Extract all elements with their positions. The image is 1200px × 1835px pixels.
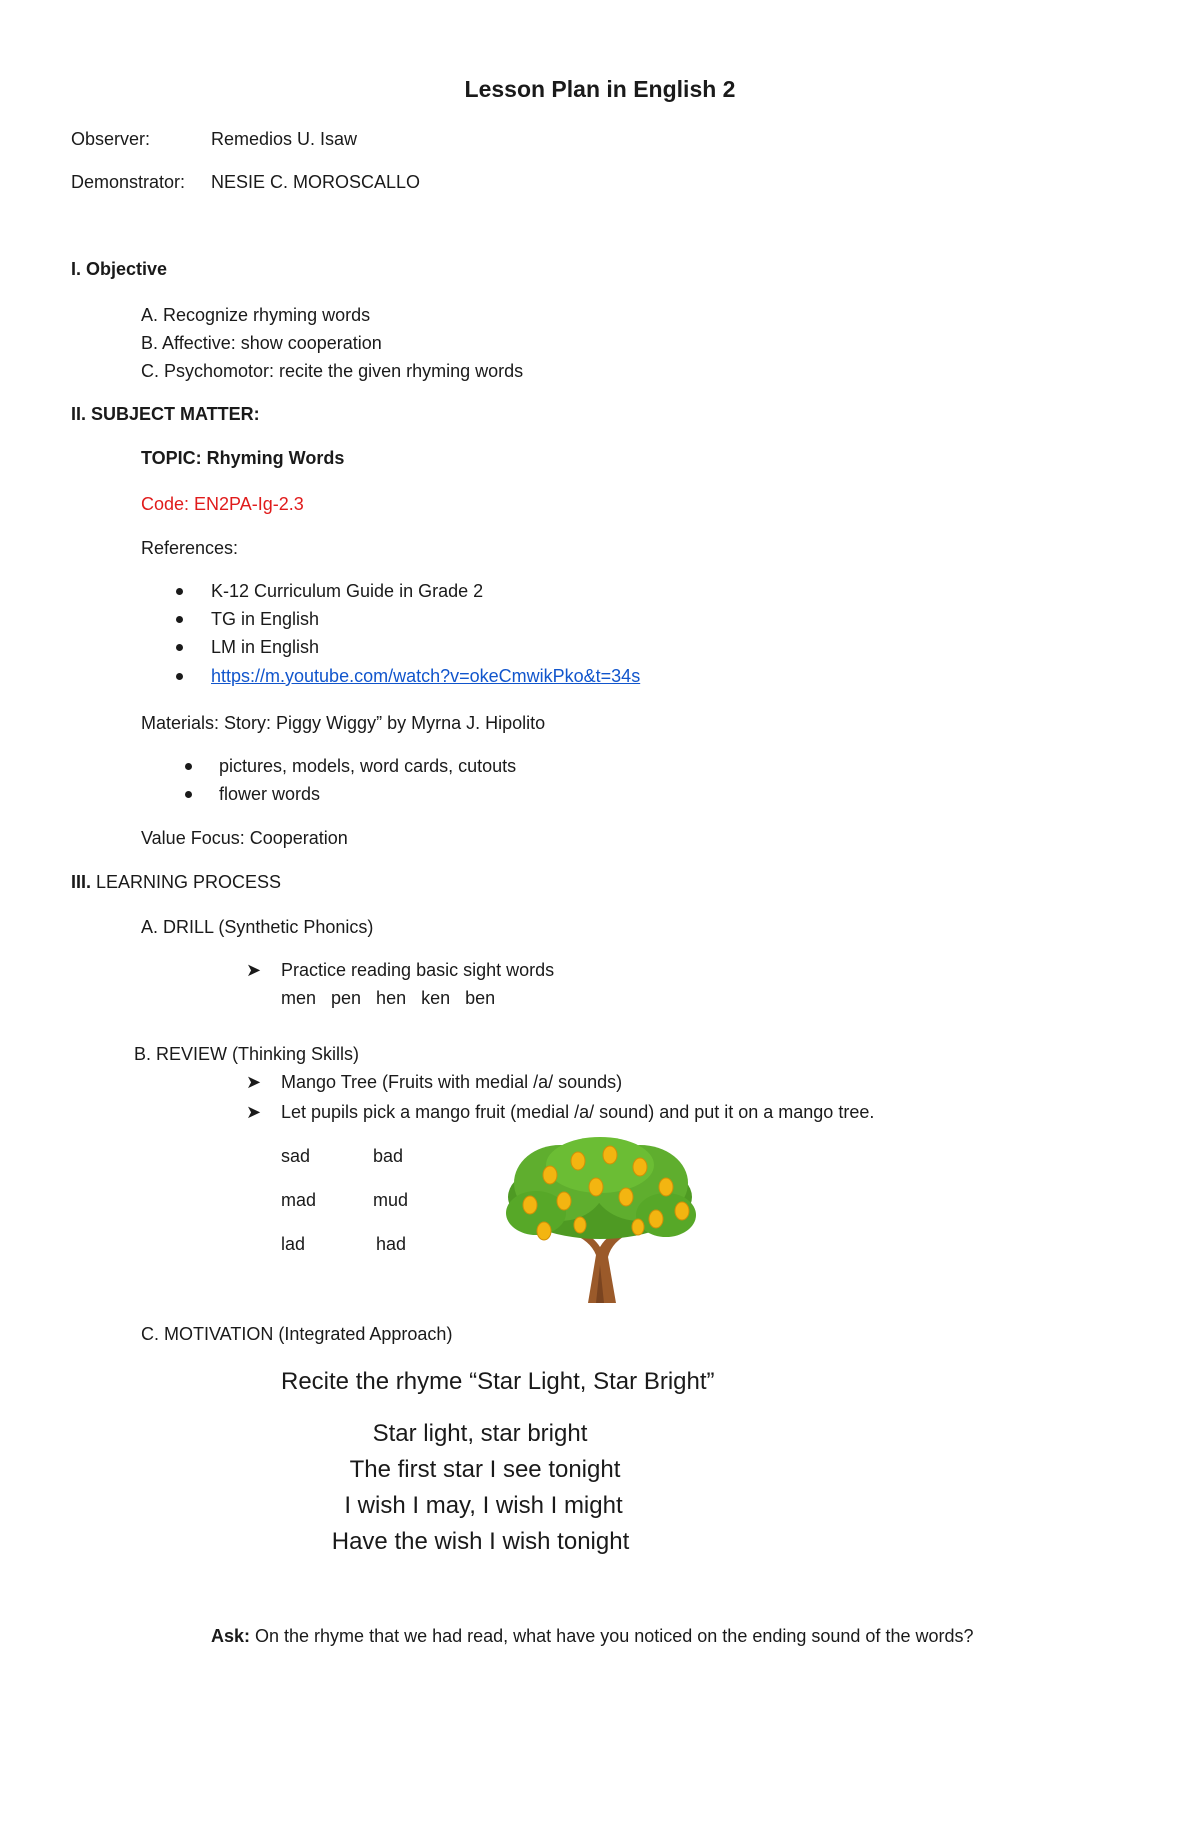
- review-word: mud: [373, 1190, 409, 1210]
- references-label: References:: [141, 538, 239, 558]
- drill-words: men pen hen ken ben: [281, 988, 496, 1008]
- learning-process-heading: [71, 871, 281, 893]
- bullet-icon: [185, 763, 192, 770]
- bullet-icon: [176, 616, 183, 623]
- review-item: Mango Tree (Fruits with medial /a/ sounds): [281, 1072, 623, 1092]
- ask-text: On the rhyme that we had read, what have you noticed on the ending sound of the words?: [250, 1626, 974, 1646]
- review-item: Let pupils pick a mango fruit (medial /a/ sound) and put it on a mango tree.: [281, 1102, 875, 1122]
- ask-label: Ask:: [211, 1626, 251, 1646]
- learning-process-number: III.: [71, 872, 92, 892]
- review-word: bad: [373, 1146, 404, 1166]
- arrow-bullet-icon: ➤: [246, 960, 262, 980]
- learning-process-title: LEARNING PROCESS: [91, 872, 282, 892]
- value-focus: Value Focus: Cooperation: [141, 828, 348, 848]
- observer-value: Remedios U. Isaw: [211, 129, 358, 149]
- topic: TOPIC: Rhyming Words: [141, 448, 345, 468]
- materials-label: Materials: Story: Piggy Wiggy” by Myrna J. Hipolito: [141, 713, 546, 733]
- poem-line: The first star I see tonight: [349, 1456, 621, 1483]
- review-word: sad: [281, 1146, 311, 1166]
- motivation-heading: C. MOTIVATION (Integrated Approach): [141, 1324, 453, 1344]
- bullet-icon: [185, 791, 192, 798]
- review-word: had: [376, 1234, 407, 1254]
- subject-matter-heading: II. SUBJECT MATTER:: [71, 404, 260, 424]
- bullet-icon: [176, 644, 183, 651]
- review-heading: B. REVIEW (Thinking Skills): [134, 1044, 360, 1064]
- poem-line: Have the wish I wish tonight: [331, 1528, 630, 1555]
- objective-item: C. Psychomotor: recite the given rhyming words: [141, 361, 524, 381]
- reference-item: LM in English: [211, 637, 320, 657]
- code: Code: EN2PA-Ig-2.3: [141, 494, 304, 514]
- ask-question: [211, 1625, 974, 1647]
- review-word: lad: [281, 1234, 306, 1254]
- demonstrator-label: Demonstrator:: [71, 172, 186, 192]
- reference-item: TG in English: [211, 609, 320, 629]
- material-item: flower words: [219, 784, 321, 804]
- material-item: pictures, models, word cards, cutouts: [219, 756, 517, 776]
- observer-label: Observer:: [71, 129, 151, 149]
- objective-item: A. Recognize rhyming words: [141, 305, 371, 325]
- bullet-icon: [176, 673, 183, 680]
- demonstrator-value: NESIE C. MOROSCALLO: [211, 172, 421, 192]
- bullet-icon: [176, 588, 183, 595]
- reference-link[interactable]: https://m.youtube.com/watch?v=okeCmwikPko&t=34s: [211, 666, 641, 686]
- drill-heading: A. DRILL (Synthetic Phonics): [141, 917, 374, 937]
- reference-item: K-12 Curriculum Guide in Grade 2: [211, 581, 484, 601]
- review-word: mad: [281, 1190, 317, 1210]
- objective-item: B. Affective: show cooperation: [141, 333, 382, 353]
- mango-tree-icon: [500, 1135, 700, 1305]
- poem-line: Star light, star bright: [372, 1420, 588, 1447]
- arrow-bullet-icon: ➤: [246, 1072, 262, 1092]
- page-title: Lesson Plan in English 2: [464, 76, 736, 102]
- recite-instruction: Recite the rhyme “Star Light, Star Bright”: [281, 1368, 715, 1395]
- drill-item: Practice reading basic sight words: [281, 960, 555, 980]
- objective-heading: I. Objective: [71, 259, 168, 279]
- poem-line: I wish I may, I wish I might: [344, 1492, 623, 1519]
- arrow-bullet-icon: ➤: [246, 1102, 262, 1122]
